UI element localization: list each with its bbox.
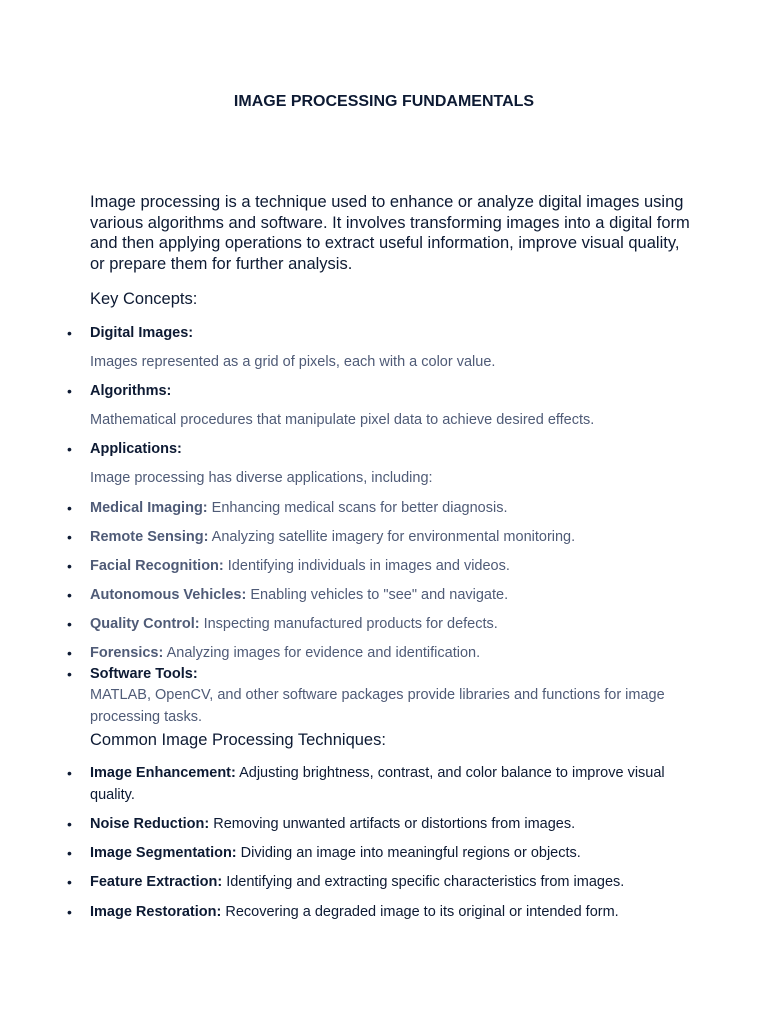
item-label: Image Restoration: [90,904,222,920]
bullet-dot: • [67,441,72,457]
item-text: Identifying and extracting specific characteristics from images. [226,874,625,890]
list-item-noise-reduction [90,813,680,835]
item-label: Algorithms: [90,383,172,399]
bullet-dot: • [67,904,72,920]
list-item-algorithms [90,380,680,402]
item-text: Removing unwanted artifacts or distortions from images. [213,816,576,832]
bullet-dot: • [67,616,72,632]
item-text: Analyzing satellite imagery for environmental monitoring. [211,529,576,545]
key-concepts-heading: Key Concepts: [90,290,198,308]
item-label: Facial Recognition: [90,558,224,574]
item-text: Dividing an image into meaningful regions or objects. [240,845,581,861]
item-label: Digital Images: [90,325,194,341]
bullet-dot: • [67,325,72,341]
algorithms-description: Mathematical procedures that manipulate pixel data to achieve desired effects. [90,412,595,428]
item-text: Adjusting brightness, contrast, and color balance to improve visual quality. [90,765,665,803]
item-label: Image Segmentation: [90,845,237,861]
document-title: IMAGE PROCESSING FUNDAMENTALS [233,93,535,110]
item-label: Noise Reduction: [90,816,210,832]
applications-description: Image processing has diverse applications, including: [90,470,433,486]
item-label: Medical Imaging: [90,500,208,516]
item-label: Image Enhancement: [90,765,236,781]
bullet-dot: • [67,587,72,603]
item-text: Enabling vehicles to "see" and navigate. [250,587,509,603]
list-item-image-segmentation [90,842,680,864]
list-item-image-enhancement [90,762,680,806]
list-item-feature-extraction [90,871,680,893]
list-item-forensics [90,642,680,664]
list-item-applications [90,438,680,460]
techniques-heading: Common Image Processing Techniques: [90,731,386,749]
item-label: Quality Control: [90,616,200,632]
item-text: Identifying individuals in images and videos. [227,558,510,574]
bullet-dot: • [67,874,72,890]
bullet-dot: • [67,845,72,861]
list-item-software-tools [90,663,680,685]
bullet-dot: • [67,666,72,682]
bullet-dot: • [67,500,72,516]
list-item-digital-images [90,322,680,344]
bullet-dot: • [67,558,72,574]
list-item-remote-sensing [90,526,680,548]
list-item-image-restoration [90,901,680,923]
item-text: Analyzing images for evidence and identification. [166,645,481,661]
item-label: Forensics: [90,645,164,661]
item-text: Inspecting manufactured products for defects. [203,616,498,632]
item-label: Software Tools: [90,666,198,682]
item-label: Applications: [90,441,182,457]
bullet-dot: • [67,816,72,832]
list-item-facial-recognition [90,555,680,577]
list-item-medical-imaging [90,497,680,519]
item-text: Recovering a degraded image to its original or intended form. [225,904,619,920]
intro-paragraph: Image processing is a technique used to enhance or analyze digital images using various algorithms and software. It involves transforming images into a digital form and then applying operations to extract useful information, improve visual quality, or prepare them for further analysis. [90,193,690,273]
bullet-dot: • [67,383,72,399]
list-item-quality-control [90,613,680,635]
item-label: Feature Extraction: [90,874,223,890]
bullet-dot: • [67,765,72,781]
item-text: Enhancing medical scans for better diagnosis. [211,500,508,516]
bullet-dot: • [67,645,72,661]
item-label: Autonomous Vehicles: [90,587,247,603]
software-tools-description: MATLAB, OpenCV, and other software packages provide libraries and functions for image processing tasks. [90,687,665,725]
item-label: Remote Sensing: [90,529,209,545]
list-item-autonomous-vehicles [90,584,680,606]
bullet-dot: • [67,529,72,545]
digital-images-description: Images represented as a grid of pixels, each with a color value. [90,354,496,370]
